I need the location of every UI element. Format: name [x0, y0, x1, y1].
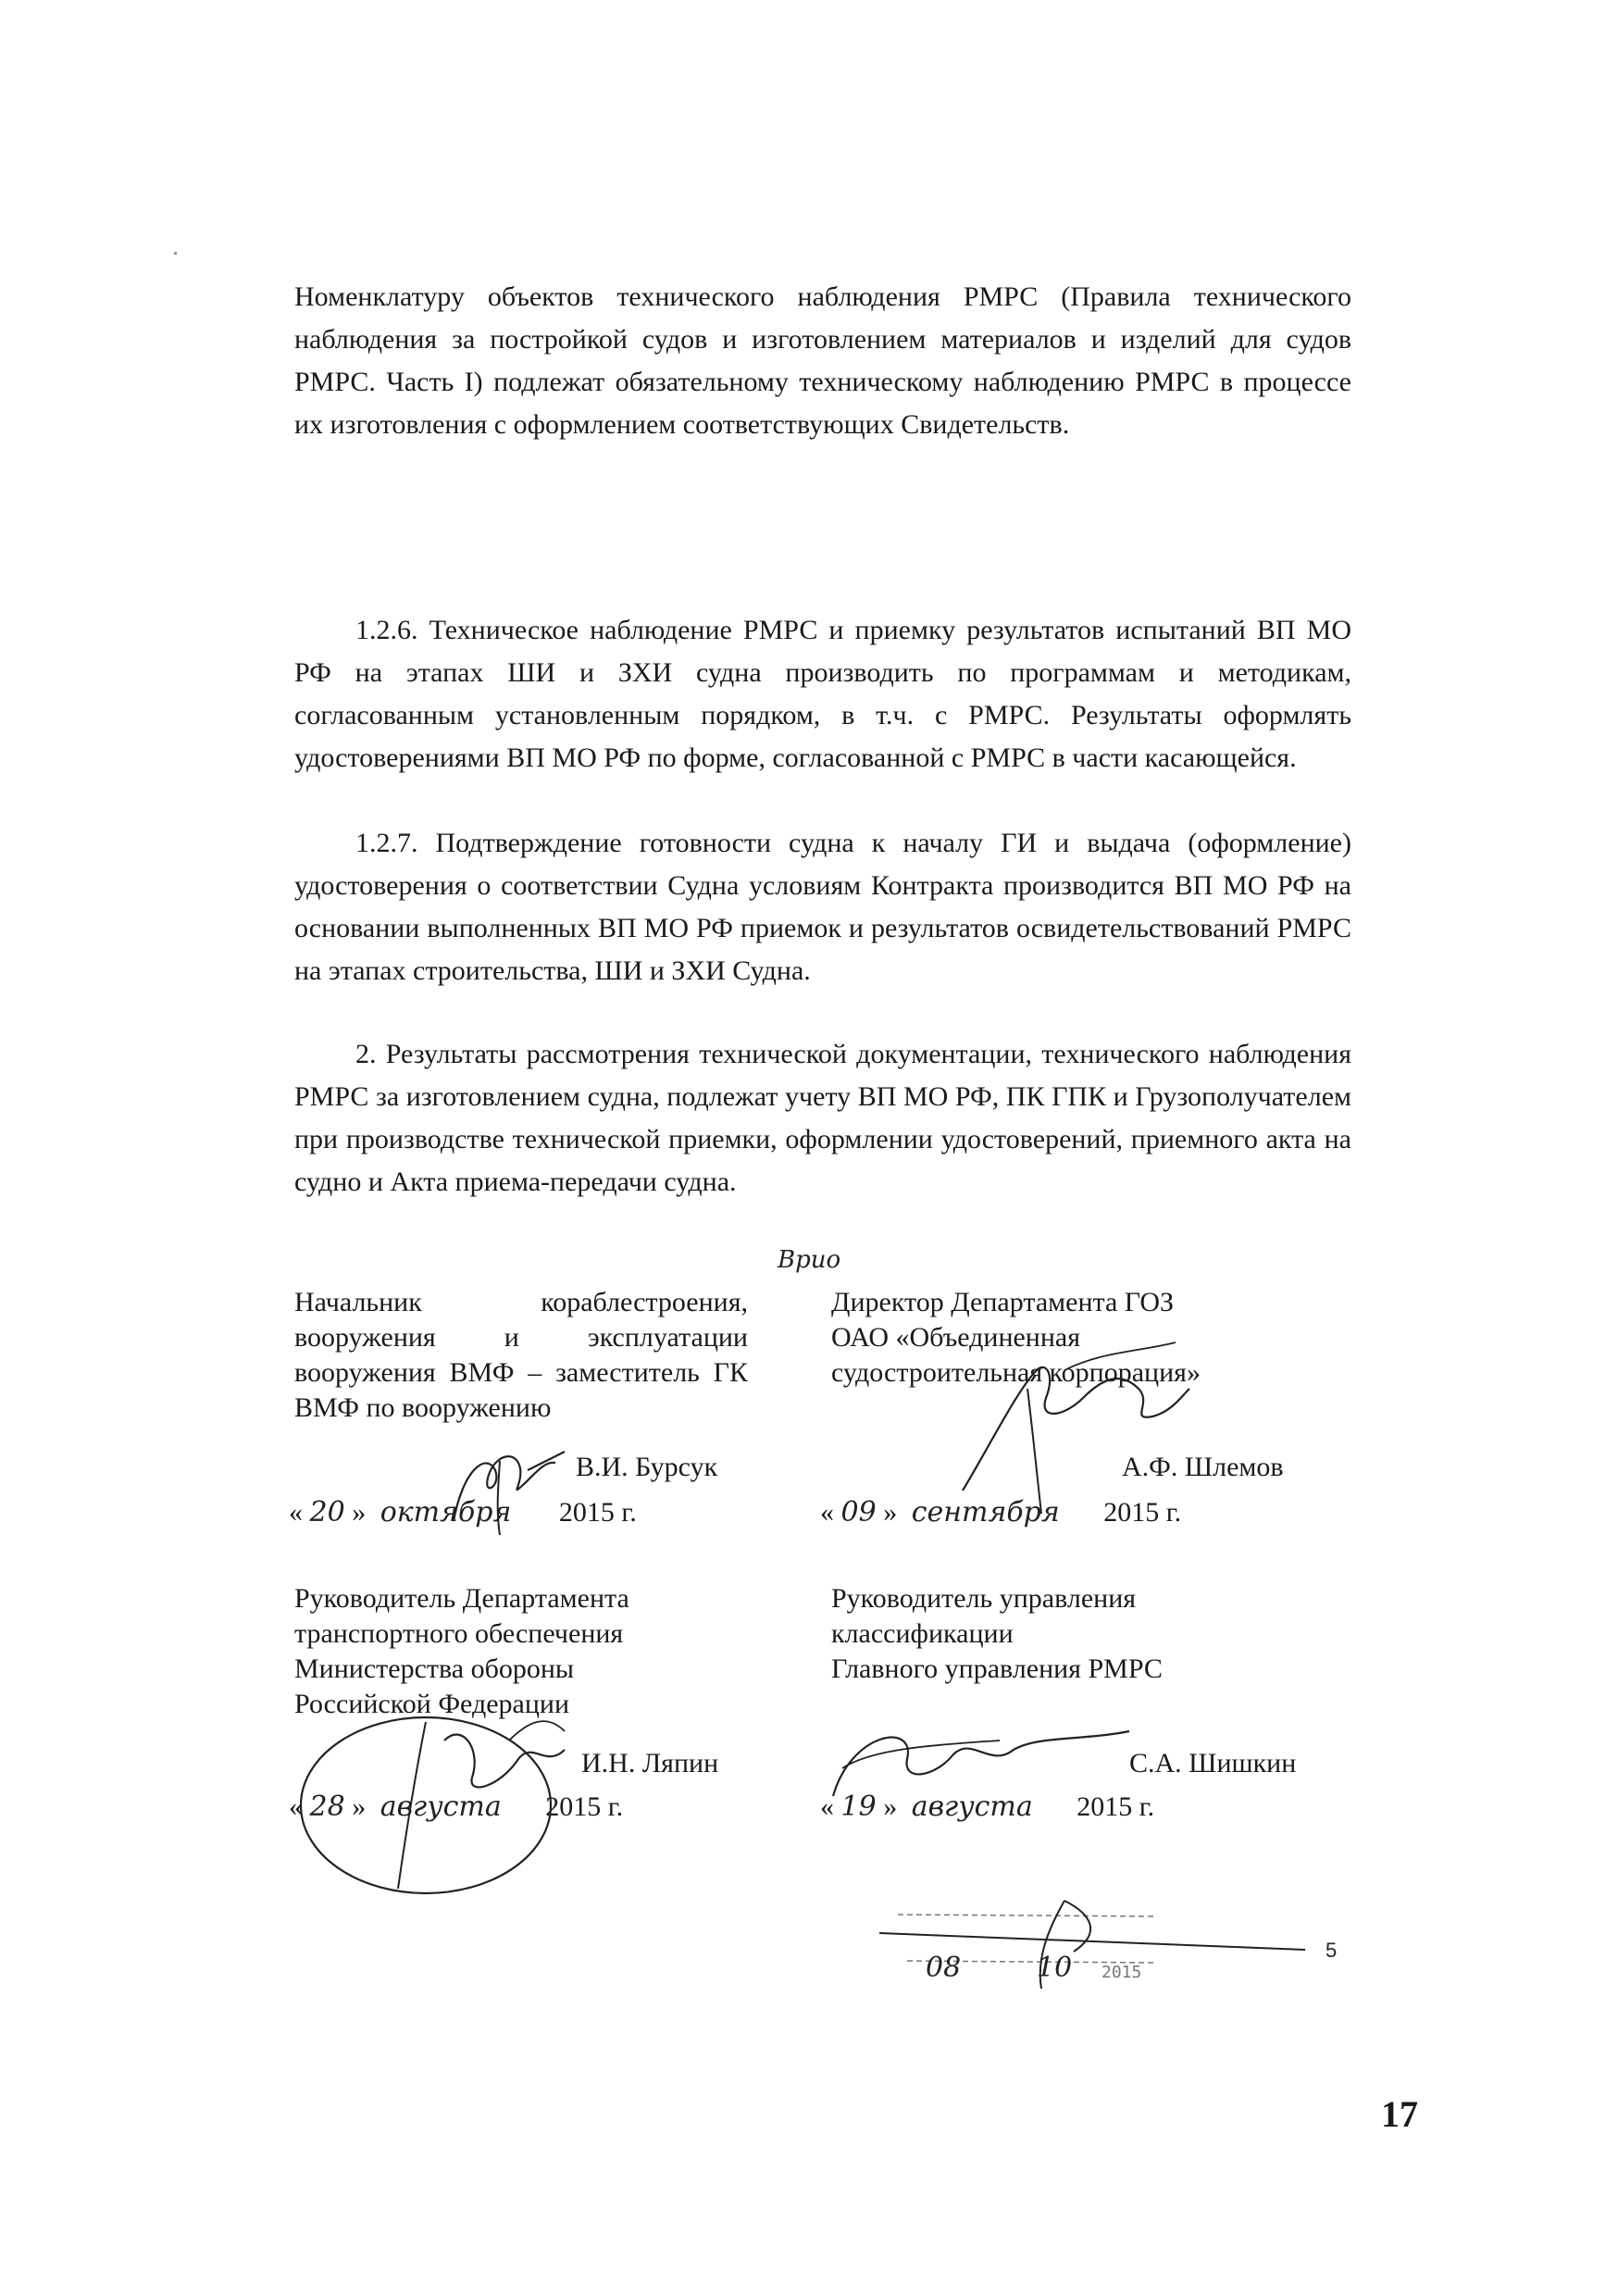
date-year: 2015 г. [545, 1791, 624, 1822]
paragraph-1-2-6 [294, 609, 1351, 780]
handwritten-day: 28 [309, 1791, 345, 1823]
stamp-year: 2015 [1101, 1963, 1142, 1982]
date-year: 2015 г. [558, 1497, 637, 1528]
handwritten-month: августа [911, 1791, 1033, 1823]
handwritten-signature-shishkin [815, 1713, 1148, 1824]
signatory-name: С.А. Шишкин [1129, 1748, 1297, 1778]
signature-date: « 19 » августа 2015 г. [820, 1791, 1155, 1823]
handwritten-prefix: Врио [778, 1246, 841, 1274]
paragraph-1-2-6-text: 1.2.6. Техническое наблюдение РМРС и приемку результатов испытаний ВП МО РФ на этапах ШИ и ЗХИ судна производить по программам и методикам, согласованным установленным порядком, в т.ч. с РМРС. Результаты оформлять удостоверениями ВП МО РФ по форме, согласованной с РМРС в части касающейся. [294, 615, 1351, 773]
handwritten-day: 20 [309, 1496, 345, 1529]
signatory-title: Начальник кораблестроения, вооружения и эксплуатации вооружения ВМФ – заместитель ГК ВМФ по вооружению [294, 1287, 748, 1423]
signatory-name: И.Н. Ляпин [581, 1748, 719, 1778]
paragraph-1-2-7-text: 1.2.7. Подтверждение готовности судна к началу ГИ и выдача (оформление) удостоверения о соответствии Судна условиям Контракта производится ВП МО РФ на основании выполненных ВП МО РФ приемок и результатов освидетельствований РМРС на этапах строительства, ШИ и ЗХИ Судна. [294, 828, 1351, 986]
handwritten-signature-bursuk [435, 1433, 574, 1544]
handwritten-month: августа [380, 1791, 502, 1823]
signatory-title: Директор Департамента ГОЗ ОАО «Объединенная судостроительная корпорация» [831, 1287, 1201, 1388]
paragraph-2-text: 2. Результаты рассмотрения технической документации, технического наблюдения РМРС за изготовлением судна, подлежат учету ВП МО РФ, ПК ГПК и Грузополучателем при производстве технической приемки, оформлении удостоверений, приемного акта на судно и Акта приема-передачи судна. [294, 1039, 1351, 1197]
signatory-title: Руководитель управления классификации Главного управления РМРС [831, 1583, 1163, 1684]
page-number: 17 [1381, 2093, 1418, 2135]
handwritten-month: сентября [911, 1496, 1060, 1529]
paragraph-intro [294, 276, 1351, 446]
signature-date: « 09 » сентября 2015 г. [820, 1496, 1182, 1529]
handwritten-day: 19 [840, 1791, 877, 1823]
signatory-name: А.Ф. Шлемов [1122, 1452, 1284, 1482]
handwritten-signature-lyapin [287, 1685, 620, 1898]
signature-date: « 20 » октября 2015 г. [289, 1496, 637, 1529]
handwritten-month: октября [380, 1496, 512, 1529]
signatory-block-rmrs [831, 1581, 1313, 1687]
handwritten-signature-shlemov [953, 1333, 1194, 1518]
date-year: 2015 г. [1077, 1791, 1155, 1822]
stamp-day: 08 [926, 1952, 962, 1984]
signatory-title: Руководитель Департамента транспортного обеспечения Министерства обороны Российской Федерации [294, 1583, 629, 1719]
stamp-month: 10 [1037, 1952, 1073, 1984]
signatory-name: В.И. Бурсук [576, 1452, 718, 1482]
signatory-block-navy [294, 1285, 748, 1426]
signature-date: « 28 » августа 2015 г. [289, 1791, 624, 1823]
approval-stamp [879, 1896, 1305, 1989]
scan-speck [174, 252, 177, 255]
paragraph-2 [294, 1033, 1351, 1204]
paragraph-intro-text: Номенклатуру объектов технического наблюдения РМРС (Правила технического наблюдения за постройкой судов и изготовлением материалов и изделий для судов РМРС. Часть I) подлежат обязательному техническому наблюдению РМРС в процессе их изготовления с оформлением соответствующих Свидетельств. [294, 281, 1351, 440]
date-year: 2015 г. [1103, 1497, 1182, 1528]
paragraph-1-2-7 [294, 822, 1351, 992]
handwritten-day: 09 [840, 1496, 877, 1529]
stamp-number: 5 [1326, 1939, 1338, 1962]
